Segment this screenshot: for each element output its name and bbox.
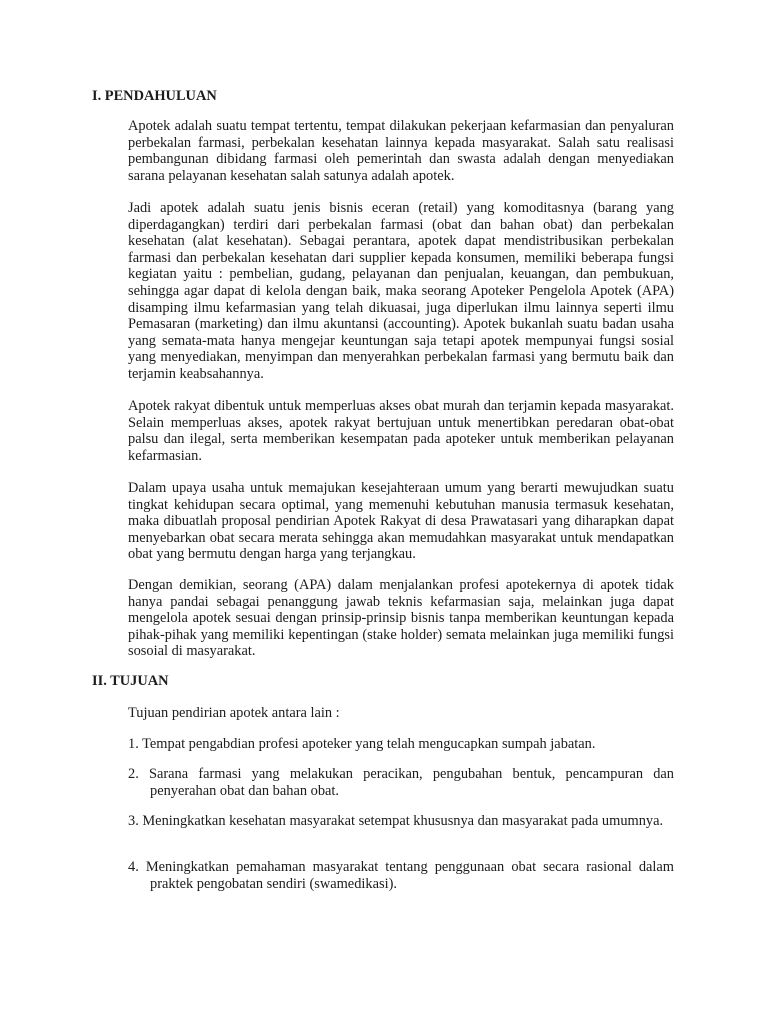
- list-item-4: 4. Meningkatkan pemahaman masyarakat tentang penggunaan obat secara rasional dalam praktek pengobatan sendiri (swamedikasi).: [128, 859, 674, 892]
- list-item-2: 2. Sarana farmasi yang melakukan peracikan, pengubahan bentuk, pencampuran dan penyerahan obat dan bahan obat.: [128, 766, 674, 799]
- paragraph-4: Dalam upaya usaha untuk memajukan kesejahteraan umum yang berarti mewujudkan suatu tingkat kehidupan secara optimal, yang memenuhi kebutuhan manusia termasuk kesehatan, maka dibuatlah proposal pendirian Apotek Rakyat di desa Prawatasari yang diharapkan dapat menyebarkan obat secara merata sehingga akan memudahkan masyarakat untuk mendapatkan obat yang bermutu dengan harga yang terjangkau.: [128, 480, 674, 563]
- list-intro: Tujuan pendirian apotek antara lain :: [128, 705, 340, 721]
- paragraph-2: Jadi apotek adalah suatu jenis bisnis eceran (retail) yang komoditasnya (barang yang diperdagangkan) terdiri dari perbekalan farmasi (obat dan bahan obat) dan perbekalan kesehatan (alat kesehatan). Sebagai perantara, apotek dapat mendistribusikan perbekalan farmasi dan perbekalan kesehatan dari supplier kepada konsumen, memiliki beberapa fungsi kegiatan yaitu : pembelian, gudang, pelayanan dan penjualan, keuangan, dan pembukuan, sehingga agar dapat di kelola dengan baik, maka seorang Apoteker Pengelola Apotek (APA) disamping ilmu kefarmasian yang telah dikuasai, juga diperlukan ilmu lainnya seperti ilmu Pemasaran (marketing) dan ilmu akuntansi (accounting). Apotek bukanlah suatu badan usaha yang semata-mata hanya mengejar keuntungan saja tetapi apotek mempunyai fungsi sosial yang menyediakan, menyimpan dan menyerahkan perbekalan farmasi yang bermutu baik dan terjamin keabsahannya.: [128, 200, 674, 382]
- list-item-3: 3. Meningkatkan kesehatan masyarakat setempat khususnya dan masyarakat pada umumnya.: [128, 813, 664, 829]
- list-item-1: 1. Tempat pengabdian profesi apoteker yang telah mengucapkan sumpah jabatan.: [128, 736, 596, 752]
- paragraph-1: Apotek adalah suatu tempat tertentu, tempat dilakukan pekerjaan kefarmasian dan penyaluran perbekalan farmasi, perbekalan kesehatan lainnya kepada masyarakat. Salah satu realisasi pembangunan dibidang farmasi oleh pemerintah dan swasta adalah dengan menyediakan sarana pelayanan kesehatan salah satunya adalah apotek.: [128, 118, 674, 184]
- section-heading-tujuan: II. TUJUAN: [92, 673, 169, 689]
- paragraph-3: Apotek rakyat dibentuk untuk memperluas akses obat murah dan terjamin kepada masyarakat. Selain memperluas akses, apotek rakyat bertujuan untuk menertibkan peredaran obat-obat palsu dan ilegal, serta memberikan kesempatan pada apoteker untuk memberikan pelayanan kefarmasian.: [128, 398, 674, 464]
- paragraph-5: Dengan demikian, seorang (APA) dalam menjalankan profesi apotekernya di apotek tidak hanya pandai sebagai penanggung jawab teknis kefarmasian saja, melainkan juga dapat mengelola apotek sesuai dengan prinsip-prinsip bisnis tanpa memberikan keuntungan kepada pihak-pihak yang memiliki kepentingan (stake holder) semata melainkan juga memiliki fungsi sosoial di masyarakat.: [128, 577, 674, 660]
- section-heading-pendahuluan: I. PENDAHULUAN: [92, 88, 217, 104]
